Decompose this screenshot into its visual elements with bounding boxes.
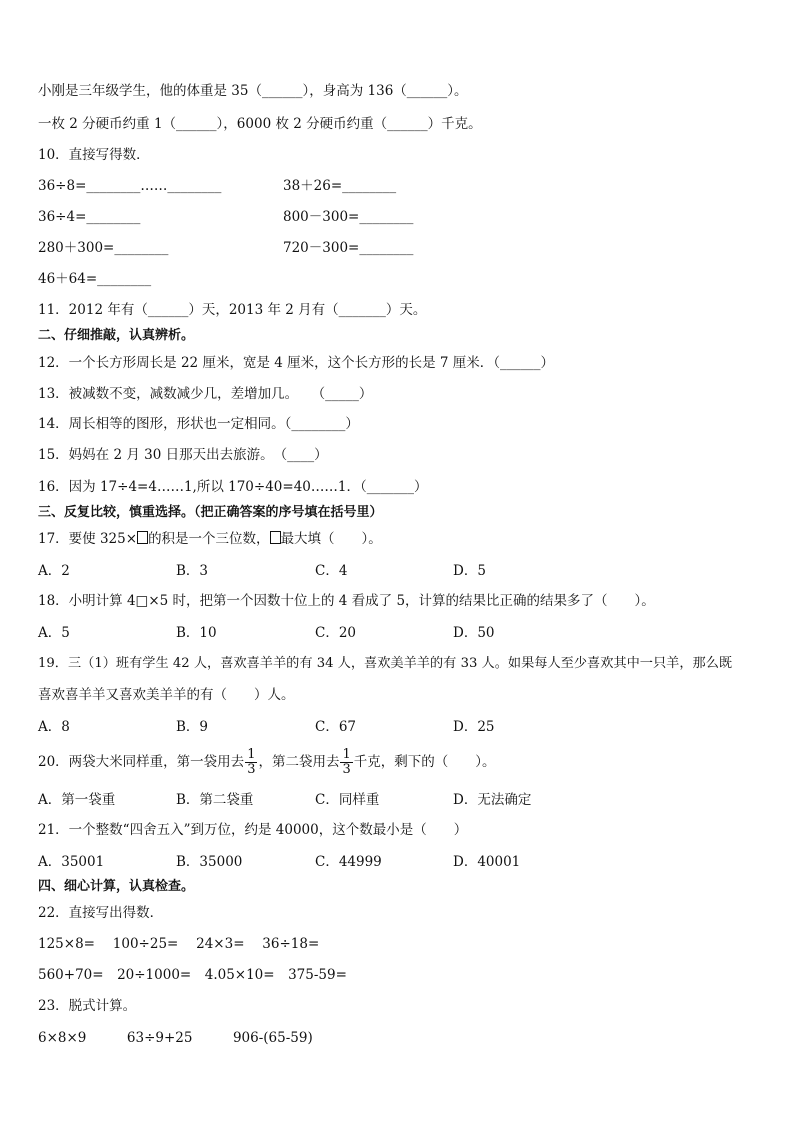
q20-option-c: C．同样重	[315, 792, 380, 808]
question-20-mid: ，第二袋用去	[258, 754, 340, 770]
q20-option-b: B．第二袋重	[176, 792, 254, 808]
q17-option-b: B．3	[176, 563, 209, 579]
section-4-heading: 四、细心计算，认真检查。	[38, 879, 195, 894]
question-11: 11．2012 年有（______）天，2013 年 2 月有（_______）天。	[38, 302, 427, 318]
q19-option-c: C．67	[315, 719, 357, 735]
q21-option-c: C．44999	[315, 854, 382, 870]
question-17-post: 最大填（ ）。	[280, 531, 382, 547]
question-17-mid: 的积是一个三位数，	[148, 531, 270, 547]
question-20	[38, 745, 496, 779]
question-16: 16．因为 17÷4=4……1,所以 170÷40=40……1．（_______）	[38, 479, 428, 495]
fraction-denominator: 3	[342, 762, 351, 777]
question-22-row-1: 125×8= 100÷25= 24×3= 36÷18=	[38, 936, 320, 952]
section-3-heading: 三、反复比较，慎重选择。（把正确答案的序号填在括号里）	[38, 505, 383, 520]
calc-10-2b: 800－300=________	[283, 209, 414, 225]
section-2-heading: 二、仔细推敲，认真辨析。	[38, 328, 195, 343]
fraction-denominator: 3	[247, 762, 256, 777]
q18-option-d: D．50	[453, 625, 495, 641]
question-23-row-1: 6×8×9 63÷9+25 906-(65-59)	[38, 1030, 313, 1046]
question-17-pre: 17．要使 325×	[38, 531, 138, 547]
question-20-post: 千克，剩下的（ ）。	[353, 754, 496, 770]
question-15: 15．妈妈在 2 月 30 日那天出去旅游。 （____）	[38, 447, 328, 463]
fraction-numerator: 1	[247, 747, 256, 762]
question-17	[38, 530, 382, 548]
blank-box-icon	[270, 531, 281, 544]
question-20-pre: 20．两袋大米同样重，第一袋用去	[38, 754, 245, 770]
q19-option-b: B．9	[176, 719, 209, 735]
blank-box-icon	[137, 531, 148, 544]
question-12: 12．一个长方形周长是 22 厘米，宽是 4 厘米，这个长方形的长是 7 厘米．（______）	[38, 355, 555, 371]
question-18: 18．小明计算 4□×5 时，把第一个因数十位上的 4 看成了 5，计算的结果比正确的结果多了（ ）。	[38, 593, 655, 609]
q17-option-c: C．4	[315, 563, 348, 579]
q19-option-a: A．8	[38, 719, 70, 735]
calc-10-4a: 46＋64=________	[38, 271, 152, 287]
fraction-one-third	[245, 748, 257, 777]
question-22-title: 22．直接写出得数．	[38, 905, 164, 921]
q18-option-c: C．20	[315, 625, 357, 641]
question-23-title: 23．脱式计算。	[38, 998, 137, 1014]
q21-option-a: A．35001	[38, 854, 105, 870]
q17-option-a: A．2	[38, 563, 70, 579]
fraction-numerator: 1	[342, 747, 351, 762]
question-coin-weight: 一枚 2 分硬币约重 1（______），6000 枚 2 分硬币约重（______）千克。	[38, 116, 482, 132]
question-19-line-1: 19．三（1）班有学生 42 人，喜欢喜羊羊的有 34 人，喜欢美羊羊的有 33 人。如果每人至少喜欢其中一只羊，那么既	[38, 656, 733, 671]
q20-option-d: D．无法确定	[453, 792, 532, 808]
q18-option-b: B．10	[176, 625, 217, 641]
calc-10-1a: 36÷8=________……________	[38, 178, 222, 194]
calc-10-3a: 280＋300=________	[38, 240, 169, 256]
question-10-title: 10．直接写得数．	[38, 147, 150, 163]
q17-option-d: D．5	[453, 563, 486, 579]
fraction-one-third	[340, 748, 352, 777]
q21-option-b: B．35000	[176, 854, 243, 870]
question-21: 21．一个整数“四舍五入”到万位，约是 40000，这个数最小是（ ）	[38, 822, 468, 838]
q18-option-a: A．5	[38, 625, 70, 641]
q20-option-a: A．第一袋重	[38, 792, 116, 808]
question-22-row-2: 560+70= 20÷1000= 4.05×10= 375-59=	[38, 967, 347, 983]
calc-10-1b: 38＋26=________	[283, 178, 397, 194]
calc-10-2a: 36÷4=________	[38, 209, 141, 225]
calc-10-3b: 720－300=________	[283, 240, 414, 256]
question-19-line-2: 喜欢喜羊羊又喜欢美羊羊的有（ ）人。	[38, 687, 295, 703]
question-13: 13．被减数不变，减数减少几，差增加几。 （_____）	[38, 386, 373, 402]
q19-option-d: D．25	[453, 719, 495, 735]
question-14: 14．周长相等的图形，形状也一定相同。（________）	[38, 416, 359, 432]
question-weight-height: 小刚是三年级学生，他的体重是 35（______），身高为 136（______）。	[38, 83, 468, 99]
q21-option-d: D．40001	[453, 854, 521, 870]
